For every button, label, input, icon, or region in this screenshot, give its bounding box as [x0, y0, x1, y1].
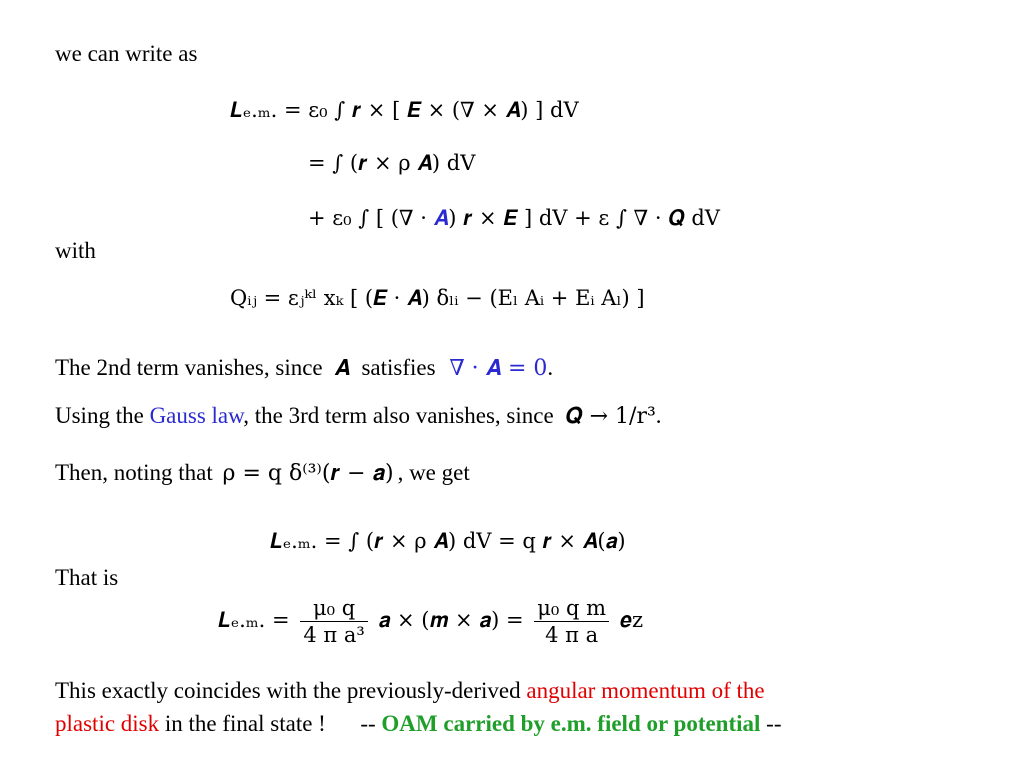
- plastic-disk-highlight: plastic disk: [55, 711, 160, 736]
- math-a-symbol: 𝑨: [334, 356, 350, 381]
- conclusion-line-1: [55, 677, 765, 705]
- vector-potential-symbol: 𝑨: [433, 206, 449, 230]
- math-charge-density: ρ = q δ⁽³⁾(𝒓 − 𝒂): [222, 461, 394, 486]
- period: .: [655, 403, 662, 428]
- second-term-sentence: [55, 354, 553, 384]
- period: .: [547, 355, 554, 380]
- fraction-1-denominator: 4 π a³: [303, 623, 365, 647]
- intro-text: we can write as: [55, 41, 198, 66]
- with-label: with: [55, 238, 96, 263]
- equation-line-3-end: ) 𝒓 × 𝑬 ] dV + ε ∫ ∇ · 𝑸 dV: [448, 206, 720, 230]
- fraction-mu0-qm-over-4pi-a: [534, 595, 609, 648]
- fraction-2-numerator: μ₀ q m: [534, 595, 609, 622]
- equation-line-3-start: + ε₀ ∫ [ (∇ ·: [308, 206, 434, 230]
- gauss-text-start: Using the: [55, 403, 150, 428]
- math-q-falloff: 𝑸 → 1/r³: [565, 404, 656, 429]
- gauss-sentence: [55, 402, 662, 432]
- oam-statement: OAM carried by e.m. field or potential: [381, 711, 761, 736]
- closing-dashes: --: [760, 711, 782, 736]
- equation-line-3: [308, 203, 720, 233]
- final-rhs: 𝒆z: [619, 608, 644, 632]
- equation-line-2: = ∫ (𝒓 × ρ 𝑨) dV: [308, 151, 476, 175]
- fraction-1-numerator: μ₀ q: [300, 595, 367, 622]
- equation-lem-result: 𝑳ₑ.ₘ. = ∫ (𝒓 × ρ 𝑨) dV = q 𝒓 × 𝑨(𝒂): [270, 529, 626, 553]
- we-get-text: , we get: [397, 460, 470, 485]
- conclusion-line-2: [55, 710, 782, 738]
- second-term-text: The 2nd term vanishes, since: [55, 355, 323, 380]
- fraction-mu0-q-over-4pi-a3: [300, 595, 367, 648]
- satisfies-text: satisfies: [361, 355, 436, 380]
- fraction-2-denominator: 4 π a: [545, 623, 599, 647]
- final-state-text: in the final state ! --: [159, 711, 382, 736]
- then-sentence: [55, 459, 470, 489]
- conclusion-text: This exactly coincides with the previously-derived: [55, 678, 527, 703]
- equation-line-1: 𝑳ₑ.ₘ. = ε₀ ∫ 𝒓 × [ 𝑬 × (∇ × 𝑨) ] dV: [230, 98, 579, 122]
- then-text: Then, noting that: [55, 460, 213, 485]
- gauss-law-link[interactable]: Gauss law: [149, 403, 244, 428]
- angular-momentum-highlight: angular momentum of the: [526, 678, 765, 703]
- gauss-text-middle: , the 3rd term also vanishes, since: [243, 403, 554, 428]
- math-divergence-condition: ∇ · 𝑨 = 0: [449, 356, 548, 381]
- equation-lem-final: [218, 590, 643, 650]
- that-is-label: That is: [55, 565, 119, 590]
- equation-q-tensor: Qᵢⱼ = εⱼᵏˡ xₖ [ (𝑬 · 𝑨) δₗᵢ − (Eₗ Aᵢ + Eᵢ Aₗ) ]: [230, 286, 645, 310]
- final-middle: 𝒂 × (𝒎 × 𝒂) =: [378, 608, 524, 632]
- final-lhs: 𝑳ₑ.ₘ. =: [218, 608, 290, 632]
